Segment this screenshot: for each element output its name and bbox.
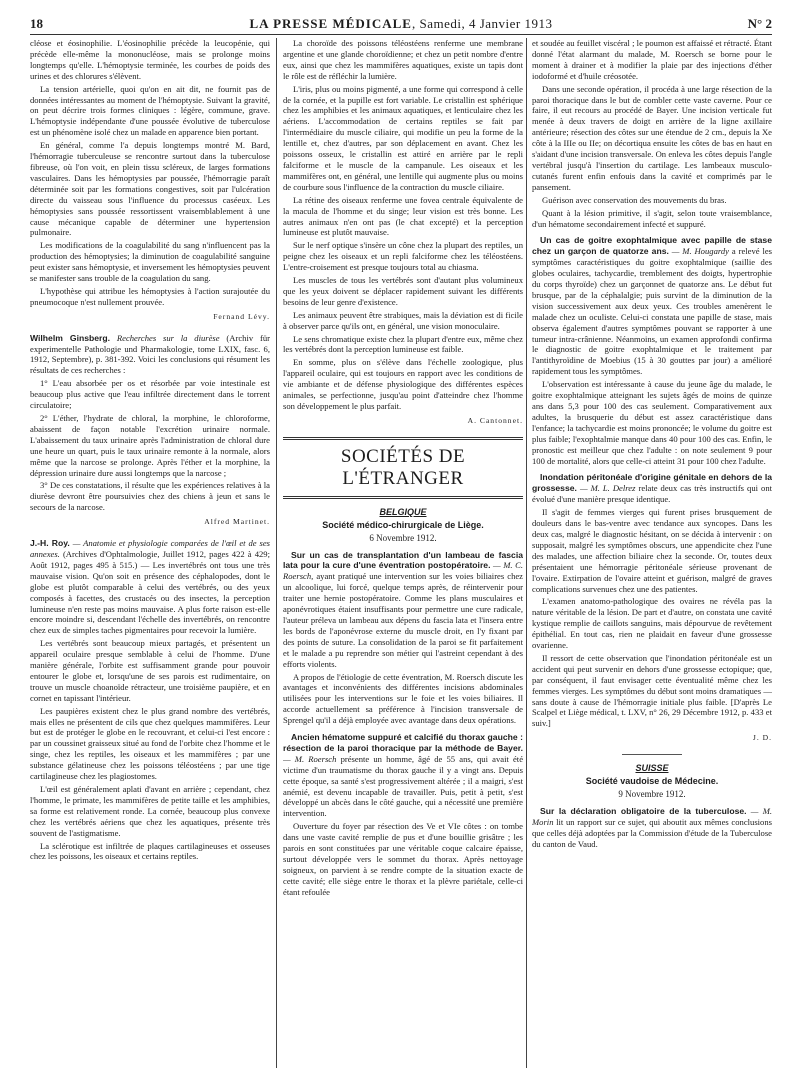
case-report — [283, 732, 523, 819]
paragraph: Il ressort de cette observation que l'inondation péritonéale est un accident qui peut survenir en dehors d'une grossesse ectopique; que, par conséquent, il faut envisager cette éventualité même chez les femmes vierges. Les symptômes du début sont moins dramatiques — sans doute à cause de l'hémorragie initiale plus faible. [D'après Le Scalpel et Liège médical, t. LXV, n° 26, 29 Décembre 1912, p. 433 et suiv.] — [532, 652, 772, 729]
paragraph: 1° L'eau absorbée per os et résorbée par voie intestinale est beaucoup plus active que l'eau infiltrée directement dans le torrent circulatoire; — [30, 378, 270, 411]
paragraph: Quant à la lésion primitive, il s'agit, selon toute vraisemblance, d'un hématome secondairement infecté et suppuré. — [532, 207, 772, 229]
paragraph: Les vertébrés sont beaucoup mieux partagés, et présentent un appareil oculaire presque semblable à celui de l'homme. D'une manière générale, l'orbite est suffisamment grande pour pouvoir entourer le globe et, lorsqu'une de ses parois est rudimentaire, on trouve un muscle choanoïde rétracteur, une troisième paupière, et en cornet en tapissant l'intérieur. — [30, 638, 270, 703]
author-signature: J. D. — [752, 733, 772, 743]
review-entry — [30, 333, 270, 377]
case-title: Sur un cas de transplantation d'un lambeau de fascia lata pour la cure d'une éventration postopératoire. — [283, 549, 523, 571]
paragraph: L'examen anatomo-pathologique des ovaires ne révéla pas la nature véritable de la lésion. De part et d'autre, on constata une cavité kystique remplie de caillots sanguins, mais dépourvue de revêtement épithélial. En tout cas, rien ne plaidait en faveur d'une grossesse ovarienne. — [532, 596, 772, 651]
case-report — [532, 472, 772, 505]
running-title — [30, 16, 772, 32]
paragraph: Les muscles de tous les vertébrés sont d'autant plus volumineux que les yeux doivent se déplacer rapidement suivant les différents besoins de leur genre d'existence. — [283, 275, 523, 307]
case-author: — M. Hougardy — [671, 246, 729, 257]
case-title: Ancien hématome suppuré et calcifié du thorax gauche : résection de la paroi thoracique par la méthode de Bayer. — [283, 732, 523, 753]
case-title: Inondation péritonéale d'origine génitale en dehors de la grossesse. — [532, 472, 772, 494]
paragraph: Guérison avec conservation des mouvements du bras. — [542, 194, 727, 205]
paragraph: La sclérotique est infiltrée de plaques cartilagineuses et osseuses chez les poissons, les oiseaux et certains reptiles. — [30, 840, 270, 862]
journal-name: LA PRESSE MÉDICALE — [249, 16, 412, 31]
page-number: 18 — [30, 16, 43, 31]
case-report — [532, 235, 772, 377]
column-middle — [283, 38, 523, 1068]
paragraph: L'œil est généralement aplati d'avant en arrière ; cependant, chez l'homme, le primate, les mammifères de petite taille et les amphibies, sa forme est relativement ronde. La cornée, beaucoup plus convexe chez les vertébrés aériens que chez les aquatiques, présente très souvent de l'astigmatisme. — [30, 784, 270, 838]
author-signature: A. Cantonnet. — [467, 415, 523, 425]
paragraph: Il s'agit de femmes vierges qui furent prises brusquement de douleurs dans le bas-ventre avec tendance aux syncopes. Dans les deux cas, malgré le diagnostic hésitant, on se décida à intervenir : on supposait, malgré les symptômes obscurs, une appendicite chez l'une des malades, une affection biliaire chez la seconde. Or, toutes deux présentaient une hémorragie péritonéale sérieuse provenant de l'ovaire. Extirpation de l'ovaire atteint et guérison, malgré de graves complications survenues chez une des patientes. — [532, 507, 772, 594]
paragraph: Le sens chromatique existe chez la plupart d'entre eux, même chez les vertébrés dont la perception lumineuse est faible. — [283, 333, 523, 355]
review-entry — [30, 538, 270, 636]
society-name: Société vaudoise de Médecine. — [585, 776, 719, 787]
author-signature: Alfred Martinet. — [204, 517, 270, 527]
case-text: lit un rapport sur ce sujet, qui aboutit aux mêmes conclusions que celles déjà adoptées par la Commission d'étude de la Tuberculose du canton de Vaud. — [532, 816, 772, 849]
case-author: — M. L. Delrez — [579, 483, 636, 494]
paragraph: En général, comme l'a depuis longtemps montré M. Bard, l'hémorragie tuberculeuse se rencontre surtout dans la tuberculose fibreuse, où l'on voit, en plein tissu scléreux, de larges formations vasculaires. Dans les hémoptysies par poussée, l'hémorragie paraît déterminée soit par les formations congestives, soit par l'ulcération directe du vaisseau sous l'influence du processus caséeux. Les hémoptysies sans poussée ressortissent vraisemblablement à une cause mécanique capable de déterminer une hypertension pulmonaire. — [30, 140, 270, 238]
section-title: SOCIÉTÉS DE L'ÉTRANGER — [283, 437, 523, 499]
paragraph: L'iris, plus ou moins pigmenté, a une forme qui correspond à celle de la cornée, et la pupille est fort variable. Le cristallin est sphérique chez les amphibies et les animaux aquatiques, et lenticulaire chez les aériens. L'accommodation de certains reptiles se fait par l'intermédiaire du muscle ciliaire, qui modifie un peu la forme de la lentille et, chez d'autres, par son déplacement en avant. Chez les poissons osseux, le cristallin est attiré en arrière par le repli falciforme et le muscle de la campanule. Les oiseaux et les mammifères ont, en général, une lentille qui augmente plus ou moins de courbure sous l'influence de la contraction du muscle ciliaire. — [283, 83, 523, 192]
issue-date: , Samedi, 4 Janvier 1913 — [411, 16, 553, 31]
paragraph: Ouverture du foyer par résection des Ve et VIe côtes : on tombe dans une vaste cavité remplie de pus et d'une bouillie grisâtre ; les parois en sont constituées par une véritable coque calcaire épaisse, surtout développée vers le sommet du thorax. Après nettoyage soigneux, on parvient à se rendre compte de la situation exacte de cette cavité; elle siège entre le thorax et la plèvre pariétale, celle-ci étant refoulée — [283, 821, 523, 897]
paragraph: 3° De ces constatations, il résulte que les expériences relatives à la diurèse devront être poursuivies chez des chiens à jeun et sans le secours de la narcose. — [30, 480, 270, 513]
case-author: — M. Morin — [532, 805, 772, 827]
author-signature: Fernand Lévy. — [213, 311, 270, 321]
issue-number: N° 2 — [747, 16, 772, 31]
paragraph: L'hypothèse qui attribue les hémoptysies à l'action surajoutée du pneumocoque n'est nullement prouvée. — [30, 285, 270, 307]
review-title: Recherches sur la diurèse — [116, 332, 220, 343]
review-title: — Anatomie et physiologie comparées de l'œil et de ses annexes. — [30, 538, 270, 559]
paragraph: Les animaux peuvent être strabiques, mais la déviation est di ficile à observer parce qu'ils ont, en général, une vision monoculaire. — [283, 309, 523, 331]
paragraph: Dans une seconde opération, il procéda à une large résection de la paroi thoracique dans le but de combler cette vaste caverne. Pour ce faire, il eut recours au procédé de Bayer. Une incision verticale fut menée à deux travers de doigt en arrière de la ligne axillaire antérieure; résection des côtes sur une étendue de 2 cm., depuis la Xe côte à la IIIe ou IIe; on décortiqua ensuite les côtes de bas en haut en s'aidant d'une incision transversale. On enleva les côtes depuis l'angle vertébral jusqu'à l'insertion du cartilage. Les lambeaux musculo-cutanés furent enfin enfouis dans la cavité et comprimés par le pansement. — [532, 83, 772, 192]
case-author: — M. C. Roersch, — [283, 560, 523, 582]
page-header — [30, 14, 772, 35]
case-text: a relevé les symptômes caractéristiques du goitre exophtalmique (saillie des globes oculaires, tachycardie, tremblement des doigts, hypertrophie du corps thyroïde) chez un garçonnet de quatorze ans. Le début fut brusque, par de la céphalalgie; puis survint de la diminution de la vision successivement aux deux yeux. Ces troubles amenèrent le malade chez un oculiste. Celui-ci constata une papille de stase, mais observa également d'autres symptômes pouvant se rapporter à une tumeur intra-crânienne. Néanmoins, un examen approfondi confirma le diagnostic de goitre exophtalmique et le traitement par l'antithyroïdine de Moebius (15 à 30 gouttes par jour) a amélioré rapidement tous les symptômes. — [532, 246, 772, 377]
paragraph: cléose et éosinophilie. L'éosinophilie précède la leucopénie, qui précède elle-même la mononucléose, mais se prolonge moins longtemps qu'elle. L'hémoptysie terminée, les courbes de poids des urines et des chlorures s'élèvent. — [30, 38, 270, 81]
column-right — [532, 38, 772, 1068]
case-text: présente un homme, âgé de 55 ans, qui avait été victime d'un traumatisme du thorax gauche il y a vingt ans. Depuis cette époque, sa santé s'est progressivement altérée ; il a maigri, s'est anémié, est devenu incapable de travailler. Puis, petit à petit, s'est développé un abcès dans le côté gauche, qui a nécessité une première intervention. — [283, 753, 523, 819]
review-reference: (Archives d'Ophtalmologie, Juillet 1912, pages 422 à 429; Août 1912, pages 495 à 515.) — Les invertébrés ont tous une très mauvaise vision. Qu'on soit en présence des céphalopodes, dont le globe est plutôt comparable à celui des vertébrés, ou des yeux composés à facettes, des crustacés ou des insectes, la perception lumineuse n'en reste pas moins mauvaise. A plus forte raison est-elle encore moindre si, descendant l'échelle des invertébrés, on rencontre chez eux de simples taches pigmentaires pour recevoir la lumière. — [30, 548, 270, 636]
paragraph: L'observation est intéressante à cause du jeune âge du malade, le goitre exophtalmique atteignant les sujets âgés de moins de quinze ans dans 5,3 pour 100 des cas seulement. Comparativement aux adultes, la brusquerie du début est assez caractéristique dans l'enfance; la tachycardie est moins prononcée; le volume du goitre est plus faible; l'exophtalmie manque dans 40 pour 100 des cas. Enfin, le pronostic est meilleur que chez l'adulte : on note seulement 9 pour 100 de mortalité, alors que celle-ci atteint 31 pour 100 chez l'adulte. — [532, 379, 772, 466]
paragraph: Sur le nerf optique s'insère un cône chez la plupart des reptiles, un peigne chez les oiseaux et un repli falciforme chez les téléostéens. L'entre-croisement est presque toujours total au chiasma. — [283, 240, 523, 273]
paragraph: La choroïde des poissons téléostéens renferme une membrane argentine et une glande choroïdienne; et chez un petit nombre d'entre eux, ainsi que chez les mammifères aquatiques, existe un tapis dont le rôle est de réfléchir la lumière. — [283, 38, 523, 81]
review-author: Wilhelm Ginsberg. — [30, 332, 111, 343]
case-report — [532, 806, 772, 850]
country-heading: SUISSE — [635, 763, 669, 774]
paragraph: et soudée au feuillet viscéral ; le poumon est affaissé et rétracté. Étant donné l'état alarmant du malade, M. Roersch se borne pour le moment à drainer et à modifier la plaie par des injections d'éther iodoformé et d'huile créosotée. — [532, 38, 772, 81]
case-text: relate deux cas très instructifs qui ont évolué d'une manière presque identique. — [532, 483, 772, 505]
paragraph: La rétine des oiseaux renferme une fovea centrale équivalente de la macula de l'homme et du singe; leur vision est très bonne. Les autres animaux n'en ont pas (le chat excepté) et la perception lumineuse est plutôt mauvaise. — [283, 194, 523, 238]
paragraph: Les modifications de la coagulabilité du sang n'influencent pas la production des hémoptysies; la diminution de coagulabilité sanguine peut exister sans hémoptysie, et inversement les hémoptysies peuvent se manifester sans trouble de la coagulation du sang. — [30, 240, 270, 284]
society-name: Société médico-chirurgicale de Liège. — [322, 519, 484, 530]
paragraph: 2° L'éther, l'hydrate de chloral, la morphine, le chloroforme, abaissent de façon notable l'excrétion urinaire normale. L'abaissement du taux urinaire après l'administration de chloral dure une heure un quart, puis le taux urinaire remonte à la normale, alors même que la narcose se prolonge. Après l'éther et la morphine, la dépression urinaire dure aussi longtemps que la narcose ; — [30, 413, 270, 478]
country-heading: BELGIQUE — [379, 506, 427, 517]
case-title: Un cas de goitre exophtalmique avec papille de stase chez un garçon de quatorze ans. — [532, 235, 772, 257]
section-separator — [622, 754, 682, 755]
review-author: J.-H. Roy. — [30, 538, 70, 549]
column-left — [30, 38, 270, 1068]
case-text: ayant pratiqué une intervention sur les voies biliaires chez un alcoolique, lui forcé, quelque temps après, de réintervenir pour traiter une hernie postopératoire. Comme les plans musculaires et aponévrotiques étaient insuffisants pour permettre une cure radicale, l'auteur préleva un lambeau aux dépens du fascia lata et l'insera entre les bords de l'aponévrose externe du muscle droit, en l'y fixant par des points de suture. La consolidation de la paroi se fit parfaitement et le malade a pu reprendre son métier qui l'astreint cependant à des efforts violents. — [283, 571, 523, 669]
case-title: Sur la déclaration obligatoire de la tuberculose. — [540, 805, 747, 816]
review-reference: (Archiv für experimentelle Pathologie und Pharmakologie, tome LXIX, fasc. 6, 1912, Septembre), p. 381-392. Voici les conclusions qui résument les résultats de ces recherches : — [30, 332, 270, 376]
meeting-date: 6 Novembre 1912. — [369, 532, 437, 543]
paragraph: La tension artérielle, quoi qu'on en ait dit, ne fournit pas de données intéressantes au moment de l'hémoptysie. Suivant la gravité, on peut décrire trois formes cliniques : légère, commune, grave. L'hémoptysie indépendante d'une poussée évolutive de tuberculose est un phénomène isolé chez un malade en apparence bien portant. — [30, 83, 270, 138]
paragraph: En somme, plus on s'élève dans l'échelle zoologique, plus l'appareil oculaire, qui est toujours en rapport avec les conditions de vie ambiante et de défense physiologique des différentes espèces animales, se perfectionne, jusqu'au point d'atteindre chez l'homme son développement le plus parfait. — [283, 357, 523, 411]
case-report — [283, 550, 523, 670]
column-divider — [276, 38, 277, 1068]
paragraph: A propos de l'étiologie de cette éventration, M. Roersch discute les avantages et inconvénients des différentes incisions abdominales utilisées pour les interventions sur le foie et les voies biliaires. Il accorde actuellement sa préférence à l'incision transversale de Sprengel qu'il a déjà employée avec avantage dans deux opérations. — [283, 671, 523, 726]
paragraph: Les paupières existent chez le plus grand nombre des vertébrés, mais elles ne présentent de cils que chez quelques mammifères. Leur but est de protéger le globe en le recouvrant, et celui-ci l'est encore : par un coussinet graisseux situé au fond de l'orbite chez l'homme et le singe, chez les reptiles, les oiseaux et les mammifères ; par une substance gélatineuse chez les poissons téléostéens ; par une tige cartilagineuse chez les plagiostomes. — [30, 705, 270, 782]
meeting-date: 9 Novembre 1912. — [618, 789, 686, 799]
case-author: — M. Roersch — [283, 753, 337, 764]
column-divider — [526, 38, 527, 1068]
